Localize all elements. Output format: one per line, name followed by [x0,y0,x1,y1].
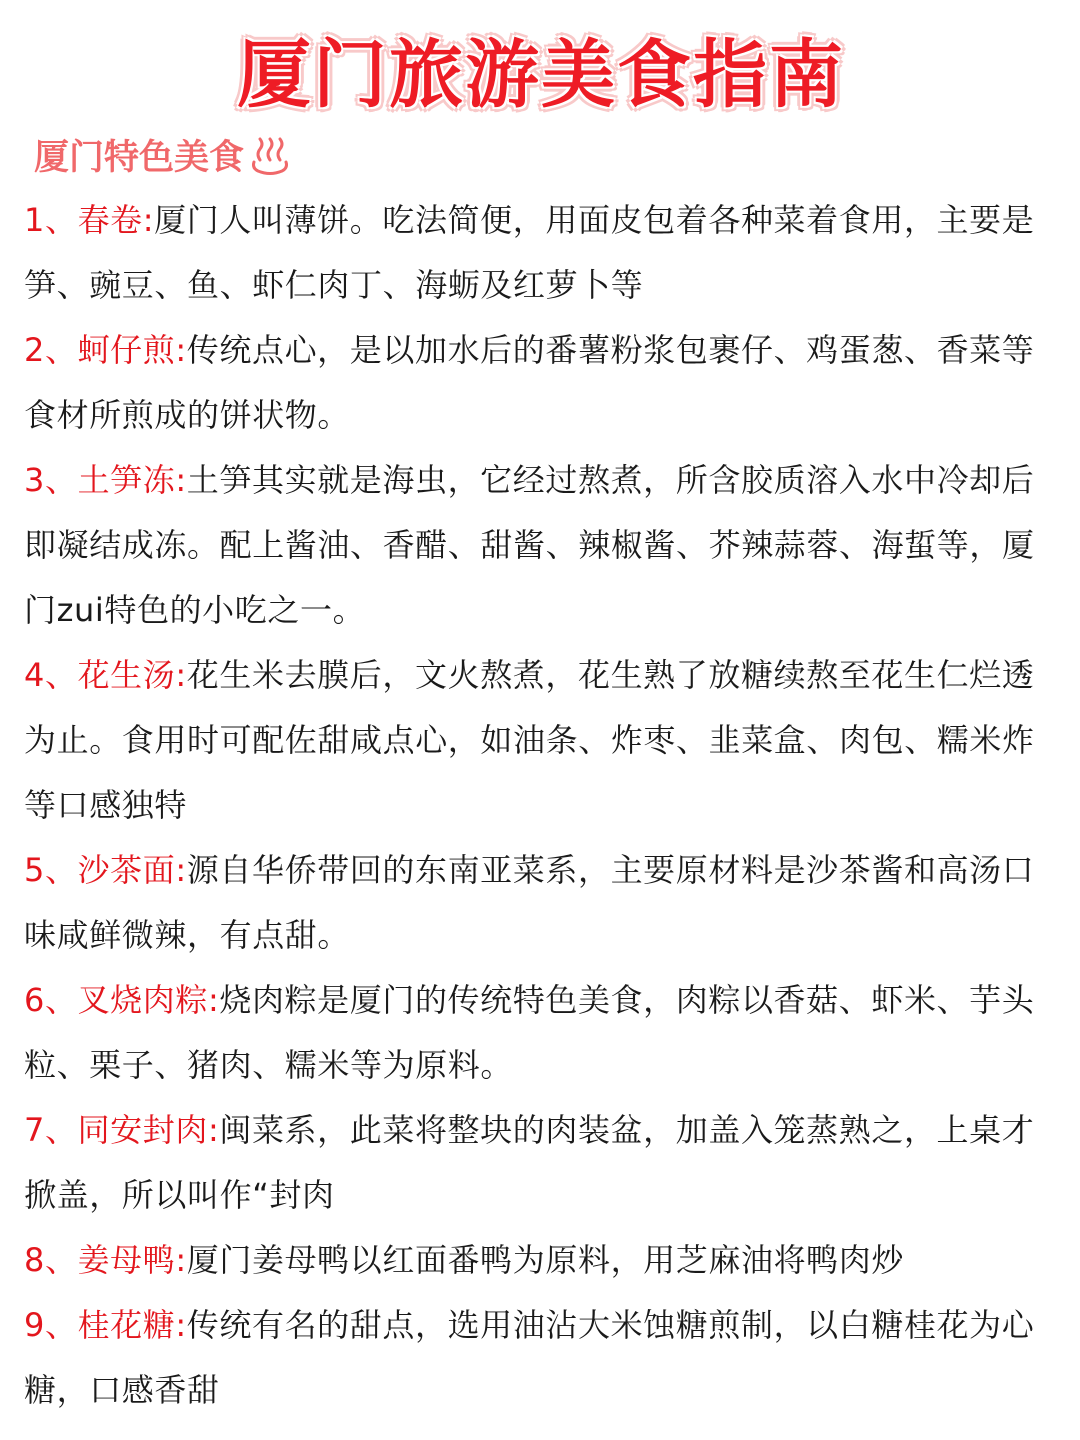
page-title: 厦门旅游美食指南 [237,32,845,118]
food-item-7 [24,1098,1058,1228]
item-number: 4、 [24,656,78,694]
item-number: 1、 [24,201,78,239]
item-description: 厦门姜母鸭以红面番鸭为原料，用芝麻油将鸭肉炒 [186,1241,904,1279]
food-item-1 [24,188,1058,318]
item-description: 源自华侨带回的东南亚菜系，主要原材料是沙茶酱和高汤口味咸鲜微辣，有点甜。 [24,851,1035,954]
item-colon: : [175,656,187,694]
item-name: 春卷 [77,201,143,239]
food-item-2 [24,318,1058,448]
item-number: 2、 [24,331,78,369]
item-name: 姜母鸭 [77,1241,176,1279]
item-description: 烧肉粽是厦门的传统特色美食，肉粽以香菇、虾米、芋头粒、栗子、猪肉、糯米等为原料。 [24,981,1035,1084]
item-number: 3、 [24,461,78,499]
item-colon: : [142,201,155,239]
item-description: 土笋其实就是海虫，它经过熬煮，所含胶质溶入水中冷却后即凝结成冻。配上酱油、香醋、甜酱、辣椒酱、芥辣蒜蓉、海蜇等，厦门zui特色的小吃之一。 [24,461,1035,629]
item-colon: : [175,331,187,369]
item-colon: : [207,981,220,1019]
food-item-9 [24,1293,1058,1423]
food-item-8 [24,1228,1058,1293]
item-number: 8、 [24,1241,78,1279]
item-name: 花生汤 [77,656,176,694]
item-description: 传统点心，是以加水后的番薯粉浆包裹仔、鸡蛋葱、香菜等食材所煎成的饼状物。 [24,331,1035,434]
item-name: 沙茶面 [77,851,176,889]
subtitle-text: 厦门特色美食 [34,138,245,178]
item-name: 叉烧肉粽 [77,981,208,1019]
item-colon: : [175,461,187,499]
item-colon: : [175,1306,187,1344]
item-number: 7、 [24,1111,78,1149]
food-item-4 [24,643,1058,838]
item-description: 厦门人叫薄饼。吃法简便，用面皮包着各种菜着食用，主要是笋、豌豆、鱼、虾仁肉丁、海蛎及红萝卜等 [24,201,1035,304]
food-item-6 [24,968,1058,1098]
item-name: 土笋冻 [77,461,176,499]
item-number: 6、 [24,981,78,1019]
item-colon: : [175,1241,187,1279]
item-description: 传统有名的甜点，选用油沾大米蚀糖煎制，以白糖桂花为心糖，口感香甜 [24,1306,1035,1409]
item-colon: : [207,1111,220,1149]
food-item-5 [24,838,1058,968]
food-item-3 [24,448,1058,643]
item-number: 5、 [24,851,78,889]
section-subtitle [34,128,1058,188]
item-name: 蚵仔煎 [77,331,176,369]
item-number: 9、 [24,1306,78,1344]
item-name: 同安封肉 [77,1111,208,1149]
item-description: 花生米去膜后，文火熬煮，花生熟了放糖续熬至花生仁烂透为止。食用时可配佐甜咸点心，如油条、炸枣、韭菜盒、肉包、糯米炸等口感独特 [24,656,1035,824]
food-list [24,188,1058,1423]
hot-springs-icon [248,136,292,180]
item-name: 桂花糖 [77,1306,176,1344]
item-colon: : [175,851,187,889]
item-description: 闽菜系，此菜将整块的肉装盆，加盖入笼蒸熟之，上桌才掀盖，所以叫作“封肉 [24,1111,1035,1214]
